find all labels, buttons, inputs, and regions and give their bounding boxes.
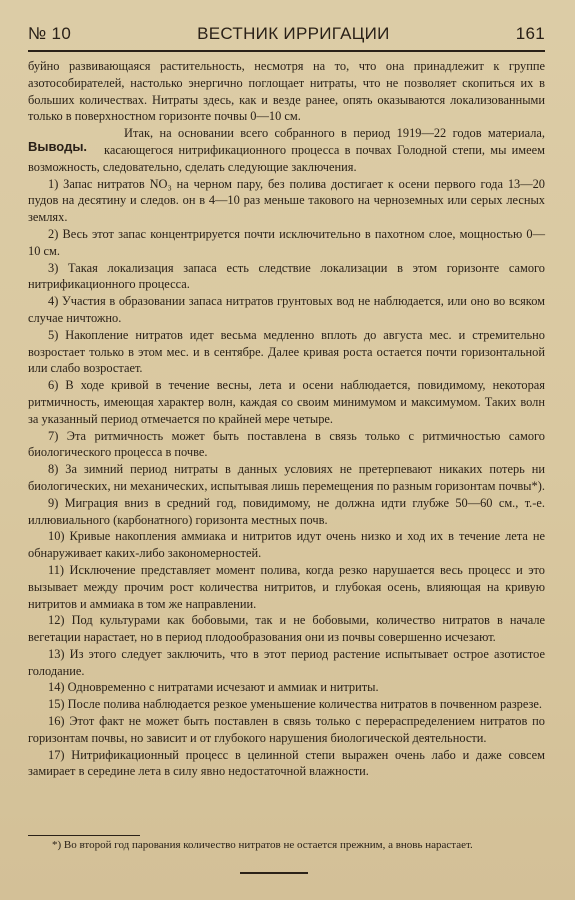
page-header <box>28 24 545 46</box>
conclusion-point: 17) Нитрификационный процесс в целинной степи выражен очень лабо и даже совсем замирает в середине лета в силу явно недостаточной влажности. <box>28 747 545 779</box>
conclusion-point: 15) После полива наблюдается резкое уменьшение количества нитратов в почвенном разрезе. <box>48 697 542 712</box>
conclusion-point: 2) Весь этот запас концентрируется почти исключительно в пахотном слое, мощностью 0—10 см. <box>28 226 545 258</box>
conclusion-point: 5) Накопление нитратов идет весьма медленно вплоть до августа мес. и стремительно возростает только в этом мес. и в сентябре. Далее кривая роста остается почти горизонтальной или слабо возростает. <box>28 327 545 376</box>
conclusion-point: 4) Участия в образовании запаса нитратов грунтовых вод не наблюдается, или оно во всяком случае ничтожно. <box>28 294 545 325</box>
conclusions-intro: Итак, на основании всего собранного в период 1919—22 годов материала, касающегося нитрификационного процесса в почвах Голодной степи, мы имеем возможность, следовательно, сделать следующие заключения. <box>28 126 545 174</box>
conclusion-point: 11) Исключение представляет момент полива, когда резко нарушается весь процесс и это вызывает между прочим рост количества нитритов, и глубокая осень, влияющая на кривую нитритов и аммиака в том же направлении. <box>28 562 545 611</box>
page-number: 161 <box>515 24 545 43</box>
conclusion-point: 12) Под культурами как бобовыми, так и не бобовыми, количество нитратов в начале вегетации нарастает, но в период плодообразования они из почвы совершенно исчезают. <box>28 613 545 645</box>
footnote: *) Во второй год парования количество нитратов не остается прежним, а вновь нарастает. <box>52 839 473 851</box>
article-body <box>28 58 545 780</box>
issue-number: № 10 <box>28 24 72 43</box>
footnote-rule <box>28 835 140 836</box>
conclusion-point: 10) Кривые накопления аммиака и нитритов идут очень низко и ход их в течение лета не обнаруживает каких-либо закономерностей. <box>28 529 545 561</box>
conclusion-point: 16) Этот факт не может быть поставлен в связь только с перераспределением нитратов по горизонтам почвы, но зависит и от глубокого нарушения биологической деятельности. <box>28 714 545 745</box>
conclusion-point: 13) Из этого следует заключить, что в этот период растение испытывает острое азотистое голодание. <box>28 646 545 678</box>
conclusion-point: 3) Такая локализация запаса есть следствие локализации в этом горизонте самого нитрификационного процесса. <box>28 260 545 292</box>
conclusion-point: 1) Запас нитратов NO₃ на черном пару, без полива достигает к осени первого года 13—20 пудов на десятину и следов. он в 4—10 раз меньше такового на черноземных или серых лесных землях. <box>28 176 545 225</box>
header-rule <box>28 50 545 52</box>
conclusions-heading: Выводы. <box>28 139 88 155</box>
end-rule <box>240 872 308 874</box>
conclusion-point: 7) Эта ритмичность может быть поставлена в связь только с ритмичностью самого биологического процесса в почве. <box>28 428 545 460</box>
conclusion-point: 9) Миграция вниз в средний год, повидимому, не должна идти глубже 50—60 см., т.-е. иллювиального (карбонатного) горизонта местных почв. <box>28 495 545 527</box>
conclusion-point: 14) Одновременно с нитратами исчезают и аммиак и нитриты. <box>48 680 379 695</box>
conclusion-point: 8) За зимний период нитраты в данных условиях не претерпевают никаких потерь ни биологических, ни механических, испытывая лишь перемещения по разным горизонтам почвы*). <box>28 462 545 493</box>
opening-paragraph: буйно развивающаяся растительность, несмотря на то, что она принадлежит к группе азотособирателей, настолько энергично поглощает нитраты, что не позволяет скопиться их в больших количествах. Нитраты здесь, как и везде ранее, опять оказываются локализованными только в поверхностном горизонте почвы 0—10 см. <box>28 59 545 124</box>
conclusion-point: 6) В ходе кривой в течение весны, лета и осени наблюдается, повидимому, некоторая ритмичность, имеющая характер волн, каждая со своим минимумом и максимумом. Таких волн за указанный период отмечается по крайней мере четыре. <box>28 378 545 426</box>
journal-title: ВЕСТНИК ИРРИГАЦИИ <box>197 24 390 43</box>
